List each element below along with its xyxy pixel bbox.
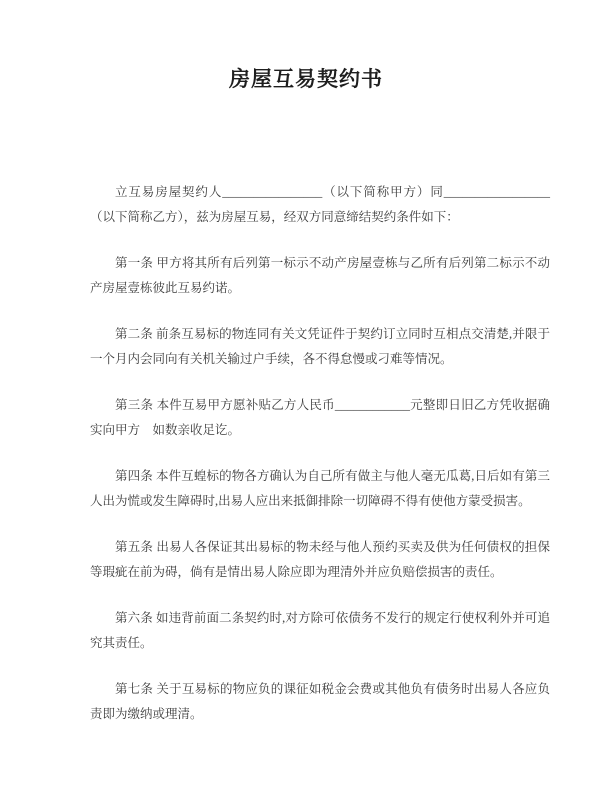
clause-3: 第三条 本件互易甲方愿补贴乙方人民币____________元整即日旧乙方凭收据确实向甲方 如数亲收足讫。: [90, 398, 550, 437]
document-title: 房屋互易契约书: [229, 68, 383, 91]
clause-5: 第五条 出易人各保证其出易标的物未经与他人预约买卖及供为任何债权的担保等瑕疵在前为碍，倘有是情出易人除应即为理清外并应负赔偿损害的责任。: [90, 540, 550, 579]
clause-2: 第二条 前条互易标的物连同有关文凭证件于契约订立同时互相点交清楚,并限于一个月内会同向有关机关输过户手续，各不得怠慢或刁难等情况。: [90, 327, 550, 366]
clause-6: 第六条 如违背前面二条契约时,对方除可依债务不发行的规定行使权利外并可追究其责任。: [90, 611, 550, 650]
document-body: [90, 180, 550, 748]
clause-1: 第一条 甲方将其所有后列第一标示不动产房屋壹栋与乙所有后列第二标示不动产房屋壹栋彼此互易约诺。: [90, 256, 550, 295]
clause-4: 第四条 本件互蝗标的物各方确认为自己所有做主与他人毫无瓜葛,日后如有第三人出为慌或发生障碍时,出易人应出来抵御排除一切障碍不得有使他方蒙受损害。: [90, 469, 550, 508]
intro-paragraph: 立互易房屋契约人________________（以下简称甲方）同_________________（以下简称乙方），兹为房屋互易，经双方同意缔结契约条件如下：: [90, 185, 550, 224]
clause-7: 第七条 关于互易标的物应负的课征如税金会费或其他负有债务时出易人各应负责即为缴纳或理清。: [90, 682, 550, 721]
